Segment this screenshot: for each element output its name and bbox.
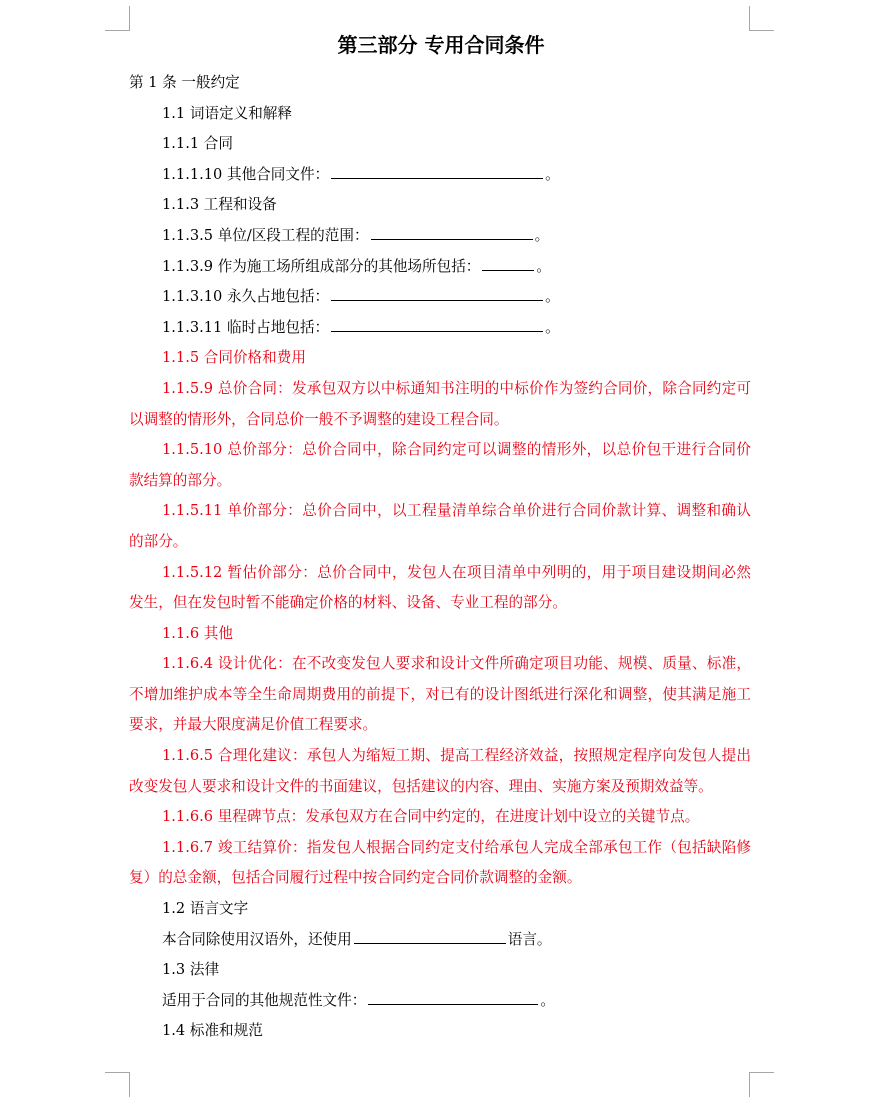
article-heading: 第 1 条 一般约定 xyxy=(129,74,240,91)
blank-field[interactable] xyxy=(354,926,506,944)
section-heading: 1.1.5 合同价格和费用 xyxy=(162,349,306,367)
crop-mark-bottom-right xyxy=(749,1072,774,1097)
line-label: 1.1.3.11 临时占地包括： xyxy=(162,318,330,336)
definition-paragraph: 1.1.5.11 单价部分：总价合同中，以工程量清单综合单价进行合同价款计算、调整和确认的部分。 xyxy=(129,502,751,550)
line-label: 1.1.1.10 其他合同文件： xyxy=(162,165,330,183)
section-heading: 1.3 法律 xyxy=(162,961,220,979)
section-heading: 1.1.3 工程和设备 xyxy=(162,196,277,214)
definition-paragraph: 1.1.5.9 总价合同：发承包双方以中标通知书注明的中标价作为签约合同价，除合同约定可以调整的情形外，合同总价一般不予调整的建设工程合同。 xyxy=(129,379,751,428)
definition-paragraph: 1.1.6.5 合理化建议：承包人为缩短工期、提高工程经济效益，按照规定程序向发包人提出改变发包人要求和设计文件的书面建议，包括建议的内容、理由、实施方案及预期效益等。 xyxy=(129,747,751,795)
line-end: 。 xyxy=(540,991,555,1009)
definition-paragraph: 1.1.5.10 总价部分：总价合同中，除合同约定可以调整的情形外，以总价包干进行合同价款结算的部分。 xyxy=(129,441,751,489)
definition-paragraph: 1.1.6.6 里程碑节点：发承包双方在合同中约定的，在进度计划中设立的关键节点。 xyxy=(162,808,700,826)
blank-field[interactable] xyxy=(331,314,543,332)
crop-mark-bottom-left xyxy=(105,1072,130,1097)
line-label: 本合同除使用汉语外，还使用 xyxy=(162,930,352,948)
line-label: 1.1.3.5 单位/区段工程的范围： xyxy=(162,226,369,244)
line-label: 1.1.3.10 永久占地包括： xyxy=(162,288,330,306)
section-heading: 1.1 词语定义和解释 xyxy=(162,104,293,122)
fill-in-line xyxy=(129,160,751,191)
fill-in-line xyxy=(129,986,751,1017)
fill-in-line xyxy=(129,221,751,252)
line-end: 。 xyxy=(545,318,560,336)
line-end: 。 xyxy=(534,226,550,244)
fill-in-line xyxy=(129,282,751,313)
fill-in-line xyxy=(129,925,751,956)
blank-field[interactable] xyxy=(331,283,543,301)
line-end: 。 xyxy=(545,165,560,183)
line-end: 语言。 xyxy=(507,930,552,948)
line-end: 。 xyxy=(536,257,551,275)
line-label: 适用于合同的其他规范性文件： xyxy=(162,991,367,1009)
section-heading: 1.1.6 其他 xyxy=(162,624,233,642)
document-title: 第三部分 专用合同条件 xyxy=(337,33,545,57)
blank-field[interactable] xyxy=(371,222,533,240)
crop-mark-top-left xyxy=(105,6,130,31)
fill-in-line xyxy=(129,313,751,344)
definition-paragraph: 1.1.6.4 设计优化：在不改变发包人要求和设计文件所确定项目功能、规模、质量、标准，不增加维护成本等全生命周期费用的前提下，对已有的设计图纸进行深化和调整，使其满足施工要求，并最大限度满足价值工程要求。 xyxy=(129,655,751,734)
definition-paragraph: 1.1.5.12 暂估价部分：总价合同中，发包人在项目清单中列明的，用于项目建设期间必然发生，但在发包时暂不能确定价格的材料、设备、专业工程的部分。 xyxy=(129,563,751,612)
section-heading: 1.4 标准和规范 xyxy=(162,1022,263,1040)
line-end: 。 xyxy=(545,288,560,306)
definition-paragraph: 1.1.6.7 竣工结算价：指发包人根据合同约定支付给承包人完成全部承包工作（包括缺陷修复）的总金额，包括合同履行过程中按合同约定合同价款调整的金额。 xyxy=(129,838,751,887)
crop-mark-top-right xyxy=(749,6,774,31)
document-body xyxy=(129,68,751,1047)
blank-field[interactable] xyxy=(368,987,538,1005)
fill-in-line xyxy=(129,252,751,283)
blank-field[interactable] xyxy=(331,161,543,179)
blank-field[interactable] xyxy=(482,253,534,271)
line-label: 1.1.3.9 作为施工场所组成部分的其他场所包括： xyxy=(162,257,481,275)
section-heading: 1.2 语言文字 xyxy=(162,900,249,918)
section-heading: 1.1.1 合同 xyxy=(162,135,233,153)
